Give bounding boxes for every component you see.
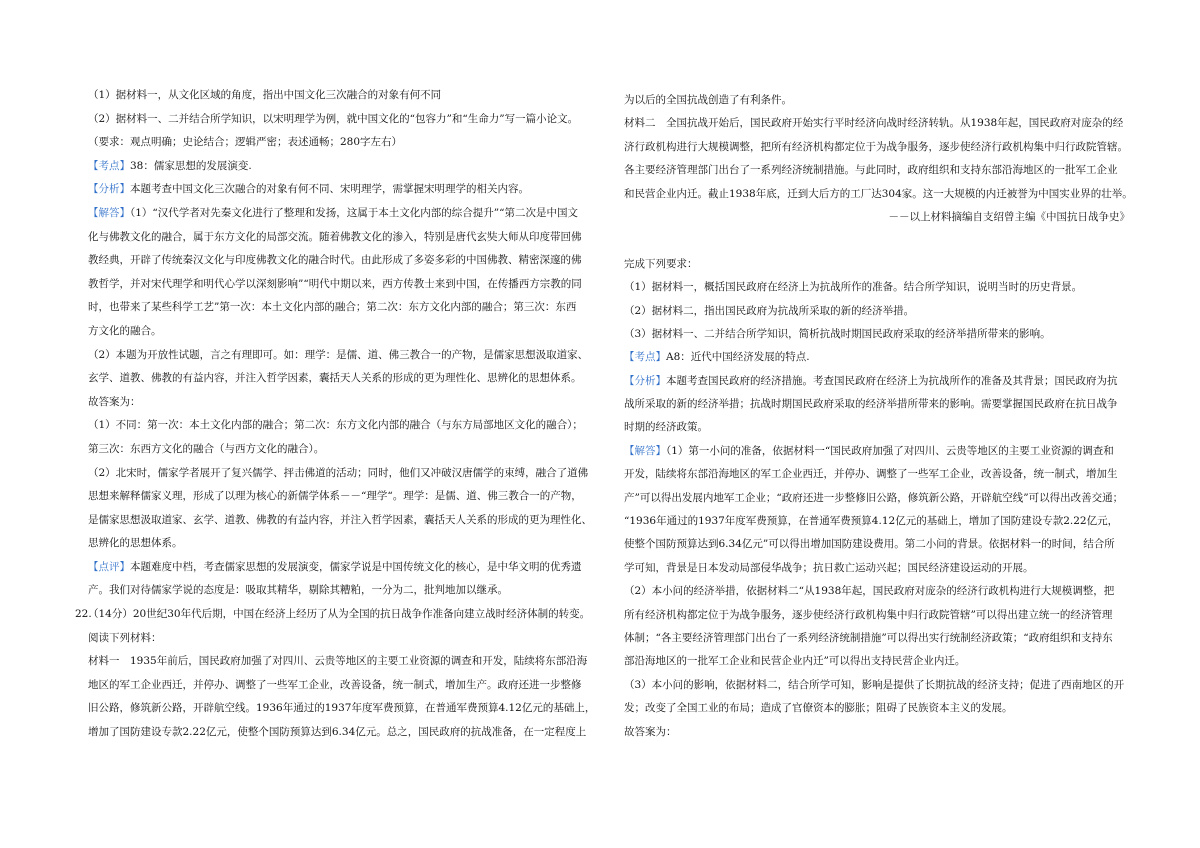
line-text: 思想来解释儒家义理，形成了以理为核心的新儒学体系－－“理学“。理学：是儒、道、佛三教合一的产物， xyxy=(88,490,582,503)
line-text: （14分）20世纪30年代后期，中国在经济上经历了从为全国的抗日战争作准备向建立战时经济体制的转变。 xyxy=(88,608,591,621)
line-text: 发；改变了全国工业的布局；造成了官僚资本的膨胀；阻碍了民族资本主义的发展。 xyxy=(624,702,1013,715)
line-text: 使整个国防预算达到6.34亿元”可以得出增加国防建设费用。第二小问的背景。依据材料一的时间，结合所 xyxy=(624,538,1115,551)
text-line xyxy=(88,159,600,183)
text-line xyxy=(88,253,600,277)
text-line xyxy=(88,348,600,372)
line-text: （2）北宋时，儒家学者展开了复兴儒学、抨击佛道的活动；同时，他们又冲破汉唐儒学的束缚，融合了道佛 xyxy=(88,466,589,479)
text-line xyxy=(88,112,600,136)
line-text: 为以后的全国抗战创造了有利条件。 xyxy=(624,94,792,106)
line-text: （2）据材料二，指出国民政府为抗战所采取的新的经济举措。 xyxy=(624,304,915,317)
line-text: 部沿海地区的一批军工企业和民营企业内迁”可以得出支持民营企业内迁。 xyxy=(624,655,966,668)
text-line xyxy=(88,371,600,395)
question-number: 22. xyxy=(75,608,92,621)
line-text: （1）第一小问的准备，依据材料一“国民政府加强了对四川、云贵等地区的主要工业资源的调查和 xyxy=(666,444,1114,457)
line-text: 学可知，背景是日本发动局部侵华战争；抗日救亡运动兴起；国民经济建设运动的开展。 xyxy=(624,561,1034,574)
text-line xyxy=(624,584,1136,607)
line-text: 阅读下列材料： xyxy=(88,631,162,644)
line-text: 旧公路，修筑新公路，开辟航空线。1936年通过的1937年度军费预算，在普通军费预算4.12亿元的基础上， xyxy=(88,702,596,715)
section-tag: 【点评】 xyxy=(88,560,130,573)
line-text: 和民营企业内迁。截止1938年底，迁到大后方的工厂达304家。这一大规模的内迁被誉为中国实业界的壮举。 xyxy=(624,187,1133,200)
text-line xyxy=(624,93,1136,116)
text-line xyxy=(88,182,600,206)
text-line xyxy=(88,395,600,419)
section-tag: 【分析】 xyxy=(88,183,130,196)
line-text: 所有经济机构都定位于为战争服务，逐步使经济行政机构集中归行政院管辖”可以得出建立统一的经济管理 xyxy=(624,608,1113,621)
line-text: 方文化的融合。 xyxy=(88,324,162,337)
line-text: 地区的军工企业西迁，并停办、调整了一些军工企业，改善设备，统一制式，增加生产。政府还进一步整修 xyxy=(88,678,582,691)
text-line xyxy=(624,467,1136,490)
line-text: 教经典，开辟了传统秦汉文化与印度佛教文化的融合时代。由此形成了多姿多彩的中国佛教、精密深邃的佛 xyxy=(88,254,582,267)
text-line xyxy=(624,608,1136,631)
text-line xyxy=(624,116,1136,139)
text-line xyxy=(624,327,1136,350)
text-line xyxy=(624,491,1136,514)
text-line xyxy=(88,631,600,655)
text-line xyxy=(624,514,1136,537)
text-line xyxy=(88,489,600,513)
text-line xyxy=(88,701,600,725)
text-line xyxy=(88,324,600,348)
line-text: （3）本小问的影响，依据材料二，结合所学可知，影响是提供了长期抗战的经济支持；促进了西南地区的开 xyxy=(624,678,1125,691)
line-text: （要求：观点明确；史论结合；逻辑严密；表述通畅；280字左右） xyxy=(88,136,403,149)
section-tag: 【考点】 xyxy=(88,159,130,172)
text-line xyxy=(624,257,1136,280)
line-text: 时，也带来了某些科学工艺”第一次：本土文化内部的融合；第二次：东方文化内部的融合；第三次：东西 xyxy=(88,301,577,314)
text-line xyxy=(88,560,600,584)
line-text: 思辨化的思想体系。 xyxy=(88,537,183,550)
line-text: 时期的经济政策。 xyxy=(624,421,708,434)
text-line xyxy=(624,187,1136,210)
text-line xyxy=(624,701,1136,724)
line-text: 本题考查国民政府的经济措施。考查国民政府在经济上为抗战所作的准备及其背景；国民政府为抗 xyxy=(666,374,1118,387)
line-text: 玄学、道教、佛教的有益内容，并注入哲学因素，囊括天人关系的形成的更为理性化、思辨化的思想体系。 xyxy=(88,372,582,385)
text-line xyxy=(88,300,600,324)
text-line xyxy=(624,654,1136,677)
text-line xyxy=(88,583,600,607)
line-text: 完成下列要求： xyxy=(624,257,698,270)
text-line xyxy=(88,678,600,702)
text-line xyxy=(624,397,1136,420)
section-tag: 【考点】 xyxy=(624,351,666,364)
line-text: 体制；“各主要经济管理部门出台了一系列经济统制措施”可以得出实行统制经济政策；“政府组织和支持东 xyxy=(624,631,1113,644)
text-line xyxy=(88,206,600,230)
text-line xyxy=(624,420,1136,443)
line-text: （3）据材料一、二并结合所学知识，简析抗战时期国民政府采取的经济举措所带来的影响。 xyxy=(624,327,1051,340)
text-line xyxy=(624,537,1136,560)
text-line xyxy=(88,536,600,560)
text-line xyxy=(88,466,600,490)
line-text: （2）本小问的经济举措，依据材料二“从1938年起，国民政府对庞杂的经济行政机构进行大规模调整，把 xyxy=(624,585,1115,598)
text-line xyxy=(624,140,1136,163)
text-line xyxy=(88,88,600,112)
right-column xyxy=(624,93,1136,748)
section-tag: 【分析】 xyxy=(624,374,666,387)
text-line xyxy=(88,442,600,466)
text-line xyxy=(88,654,600,678)
line-text: 增加了国防建设专款2.22亿元，使整个国防预算达到6.34亿元。总之，国民政府的抗战准备，在一定程度上 xyxy=(88,726,587,739)
line-text: 教哲学，并对宋代理学和明代心学以深刻影响”“明代中期以来，西方传教士来到中国，在传播西方宗教的同 xyxy=(88,277,582,290)
line-text: （1）“汉代学者对先秦文化进行了整理和发扬，这属于本土文化内部的综合提升”“第二次是中国文 xyxy=(130,206,579,219)
line-text: A8：近代中国经济发展的特点. xyxy=(666,351,810,364)
line-text: （1）据材料一，概括国民政府在经济上为抗战所作的准备。结合所学知识，说明当时的历史背景。 xyxy=(624,281,1083,294)
text-line xyxy=(624,444,1136,467)
text-line xyxy=(624,631,1136,654)
line-text: 产”可以得出发展内地军工企业；“政府还进一步整修旧公路，修筑新公路，开辟航空线”可以得出改善交通； xyxy=(624,491,1124,504)
text-line xyxy=(88,277,600,301)
line-text: 本题难度中档，考查儒家思想的发展演变，儒家学说是中国传统文化的核心，是中华文明的优秀遗 xyxy=(130,560,582,573)
text-line xyxy=(624,163,1136,186)
text-line xyxy=(624,304,1136,327)
text-line xyxy=(624,374,1136,397)
text-line xyxy=(624,678,1136,701)
line-text: “1936年通过的1937年度军费预算，在普通军费预算4.12亿元的基础上，增加了国防建设专款2.22亿元， xyxy=(624,515,1119,528)
text-line xyxy=(624,561,1136,584)
line-text: 故答案为： xyxy=(624,725,677,738)
line-text: －－以上材料摘编自支绍曾主编《中国抗日战争史》 xyxy=(888,210,1130,223)
line-text: 开发，陆续将东部沿海地区的军工企业西迁，并停办、调整了一些军工企业，改善设备，统一制式，增加生 xyxy=(624,468,1118,481)
line-text: （1）据材料一，从文化区域的角度，指出中国文化三次融合的对象有何不同 xyxy=(88,89,442,101)
line-text: 故答案为： xyxy=(88,395,141,408)
text-line xyxy=(624,233,1136,256)
line-text: （1）不同：第一次：本土文化内部的融合；第二次：东方文化内部的融合（与东方局部地区文化的融合）； xyxy=(88,419,583,432)
line-text: 化与佛教文化的融合，属于东方文化的局部交流。随着佛教文化的渗入，特别是唐代玄奘大师从印度带回佛 xyxy=(88,230,582,243)
text-line xyxy=(88,418,600,442)
text-line xyxy=(624,350,1136,373)
line-text: 材料二 全国抗战开始后，国民政府开始实行平时经济向战时经济转轨。从1938年起，国民政府对庞杂的经 xyxy=(624,117,1124,130)
line-text: 各主要经济管理部门出台了一系列经济统制措施。与此同时，政府组织和支持东部沿海地区的一批军工企业 xyxy=(624,164,1118,177)
text-line xyxy=(75,607,600,631)
line-text: （2）本题为开放性试题，言之有理即可。如：理学：是儒、道、佛三教合一的产物，是儒家思想汲取道家、 xyxy=(88,348,589,361)
text-line xyxy=(88,513,600,537)
line-text: 是儒家思想汲取道家、玄学、道教、佛教的有益内容，并注入哲学因素，囊括天人关系的形成的更为理性化、 xyxy=(88,513,592,526)
line-text: 产。我们对待儒家学说的态度是：吸取其精华，剔除其糟粕，一分为二，批判地加以继承。 xyxy=(88,584,508,597)
section-tag: 【解答】 xyxy=(88,206,130,219)
text-line xyxy=(88,230,600,254)
text-line xyxy=(88,135,600,159)
line-text: 第三次：东西方文化的融合（与西方文化的融合）。 xyxy=(88,442,325,455)
line-text: 38：儒家思想的发展演变. xyxy=(130,159,252,172)
line-text: 本题考查中国文化三次融合的对象有何不同、宋明理学，需掌握宋明理学的相关内容。 xyxy=(130,183,529,196)
line-text: 济行政机构进行大规模调整，把所有经济机构都定位于为战争服务，逐步使经济行政机构集中归行政院管辖。 xyxy=(624,140,1128,153)
text-line xyxy=(88,725,600,749)
left-column xyxy=(75,88,600,749)
text-line xyxy=(624,280,1136,303)
line-text: 材料一 1935年前后，国民政府加强了对四川、云贵等地区的主要工业资源的调查和开发，陆续将东部沿海 xyxy=(88,655,588,668)
text-line xyxy=(624,725,1136,748)
line-text: （2）据材料一、二并结合所学知识，以宋明理学为例，就中国文化的“包容力”和“生命力”写一篇小论文。 xyxy=(88,112,579,125)
text-line xyxy=(624,210,1136,233)
line-text: 战所采取的新的经济举措；抗战时期国民政府采取的经济举措所带来的影响。需要掌握国民政府在抗日战争 xyxy=(624,398,1118,411)
section-tag: 【解答】 xyxy=(624,444,666,457)
